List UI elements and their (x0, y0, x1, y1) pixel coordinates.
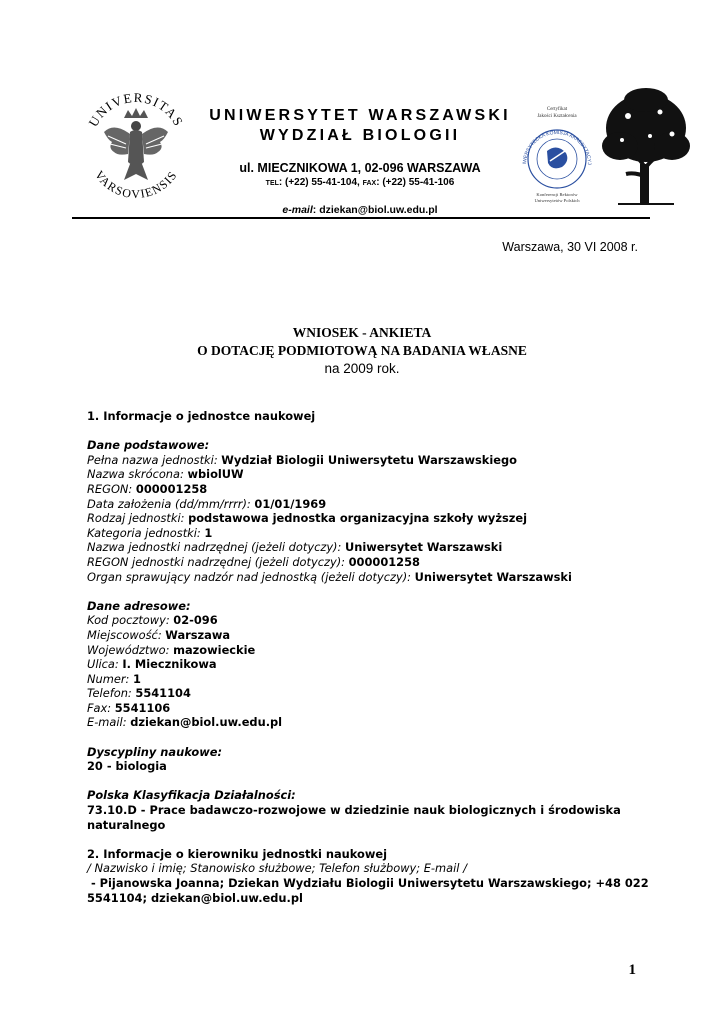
document-body (87, 409, 647, 905)
disciplines-value: 20 - biologia (87, 759, 167, 774)
email-label: e-mail (282, 204, 313, 216)
field-row: Numer: 1 (87, 671, 141, 686)
svg-text:UNIWERSYTECKA KOMISJA AKREDYTA: IWERSYTECKA KOMISJA AKREDYTACYJ (521, 129, 593, 165)
faculty-name: WYDZIAŁ BIOLOGII (259, 127, 461, 144)
disciplines-heading: Dyscypliny naukowe: (87, 744, 223, 759)
university-name: UNIWERSYTET WARSZAWSKI (209, 107, 511, 124)
svg-text:Konferencji Rektorów: Konferencji Rektorów (536, 192, 578, 197)
field-row: Nazwa skrócona: wbiolUW (87, 467, 244, 482)
university-seal-logo (78, 84, 194, 208)
page-number: 1 (628, 962, 636, 978)
field-row: Ulica: I. Miecznikowa (87, 657, 217, 672)
field-row: REGON jednostki nadrzędnej (jeżeli dotyczy): 000001258 (87, 554, 420, 569)
section2-columns: / Nazwisko i imię; Stanowisko służbowe; Telefon służbowy; E-mail / (87, 861, 467, 876)
accreditation-certificate-logo (514, 103, 600, 203)
section2-entry-line1: - Pijanowska Joanna; Dziekan Wydziału Biologii Uniwersytetu Warszawskiego; +48 022 (87, 876, 649, 890)
field-row: E-mail: dziekan@biol.uw.edu.pl (87, 715, 283, 730)
document-title-line2: O DOTACJĘ PODMIOTOWĄ NA BADANIA WŁASNE (197, 343, 527, 358)
svg-text:Uniwersytetów Polskich: Uniwersytetów Polskich (534, 198, 580, 203)
section1-heading: 1. Informacje o jednostce naukowej (87, 409, 316, 423)
header-email-value: dziekan@biol.uw.edu.pl (319, 204, 438, 216)
document-title-year: na 2009 rok. (324, 361, 400, 376)
field-row: Telefon: 5541104 (87, 686, 191, 701)
basic-data-heading: Dane podstawowe: (87, 438, 210, 453)
tel-value: (+22) 55-41-104, (285, 177, 360, 188)
field-row: Rodzaj jednostki: podstawowa jednostka organizacyjna szkoły wyższej (87, 511, 528, 526)
field-row: REGON: 000001258 (87, 481, 208, 496)
svg-text:VARSOVIENSIS: VARSOVIENSIS (92, 168, 180, 202)
field-row: Organ sprawujący nadzór nad jednostką (jeżeli dotyczy): Uniwersytet Warszawski (87, 569, 572, 584)
section2-heading: 2. Informacje o kierowniku jednostki naukowej (87, 846, 388, 861)
section2-entry-line2: 5541104; dziekan@biol.uw.edu.pl (87, 890, 303, 905)
svg-text:Jakości Kształcenia: Jakości Kształcenia (537, 114, 577, 119)
university-address: ul. MIECZNIKOWA 1, 02-096 WARSZAWA (239, 161, 481, 175)
field-row: Kategoria jednostki: 1 (87, 525, 213, 540)
header-email-line: e-mail: dziekan@biol.uw.edu.pl (282, 204, 438, 216)
address-data-heading: Dane adresowe: (87, 598, 191, 613)
field-row: Miejscowość: Warszawa (87, 627, 231, 642)
phone-fax-line: TEL: (+22) 55-41-104, FAX: (+22) 55-41-106 (265, 177, 455, 188)
field-row: Województwo: mazowieckie (87, 642, 256, 657)
field-row: Data założenia (dd/mm/rrrr): 01/01/1969 (87, 496, 327, 511)
field-row: Fax: 5541106 (87, 700, 171, 715)
header-divider (72, 217, 650, 219)
university-header-title (200, 106, 520, 146)
document-date: Warszawa, 30 VI 2008 r. (502, 240, 638, 254)
pkd-value-line2: naturalnego (87, 817, 166, 832)
tel-label: TEL (265, 180, 279, 187)
document-title-line1: WNIOSEK - ANKIETA (292, 325, 432, 340)
field-row: Pełna nazwa jednostki: Wydział Biologii Uniwersytetu Warszawskiego (87, 452, 517, 467)
fax-value: (+22) 55-41-106 (382, 177, 455, 188)
field-row: Nazwa jednostki nadrzędnej (jeżeli dotyczy): Uniwersytet Warszawski (87, 540, 503, 555)
pkd-value-line1: 73.10.D - Prace badawczo-rozwojowe w dziedzinie nauk biologicznych i środowiska (87, 803, 621, 818)
field-row: Kod pocztowy: 02-096 (87, 613, 218, 628)
svg-text:UNIVERSITAS: UNIVERSITAS (85, 89, 187, 130)
fax-label: FAX (362, 180, 377, 187)
svg-text:Certyfikat: Certyfikat (546, 107, 568, 112)
pkd-heading: Polska Klasyfikacja Działalności: (87, 788, 296, 803)
tree-logo (598, 86, 694, 206)
